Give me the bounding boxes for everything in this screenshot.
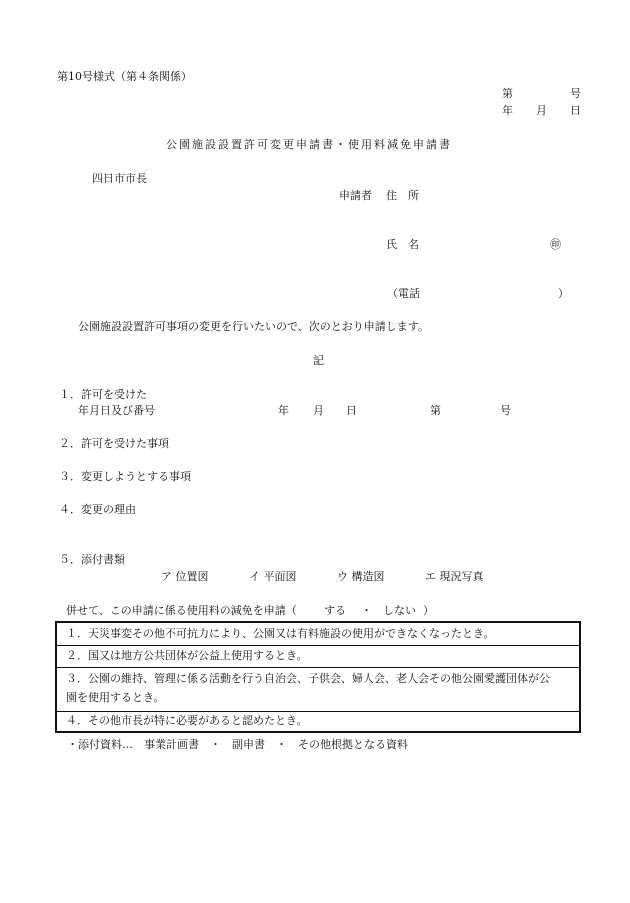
reason-4-text: ４．その他市長が特に必要があると認めたとき。 (66, 714, 308, 727)
item1-day: 日 (346, 404, 357, 417)
item1-month: 月 (313, 404, 324, 417)
address-label: 住 所 (386, 189, 419, 202)
footnote-attachments: ・添付資料… 事業計画書 ・ 副申書 ・ その他根拠となる資料 (67, 738, 408, 751)
attachment-location-map: ア 位置図 (161, 570, 209, 583)
intro-text: 公園施設設置許可事項の変更を行いたいので、次のとおり申請します。 (78, 320, 429, 333)
exemption-suffix: ） (423, 604, 434, 617)
exemption-option-yes[interactable]: する (324, 604, 346, 617)
item2-label: ２．許可を受けた事項 (59, 437, 169, 450)
date-day: 日 (570, 104, 581, 117)
reason-row-4 (57, 711, 579, 731)
exemption-dot: ・ (361, 604, 372, 617)
exemption-prefix: 併せて、この申請に係る使用料の減免を申請（ (66, 604, 297, 617)
attachment-current-photo: エ 現況写真 (425, 570, 484, 583)
date-year: 年 (502, 104, 513, 117)
exemption-option-no[interactable]: しない (383, 604, 416, 617)
item5-label: ５．添付書類 (59, 553, 125, 566)
item4-label: ４．変更の理由 (59, 503, 136, 516)
attachment-structure-drawing: ウ 構造図 (337, 570, 385, 583)
item1-dai: 第 (430, 404, 441, 417)
ki-heading: 記 (313, 354, 324, 367)
addressee: 四日市市長 (92, 172, 147, 185)
name-label: 氏 名 (386, 238, 419, 251)
reason-row-1 (57, 623, 579, 646)
document-title: 公園施設設置許可変更申請書・使用料減免申請書 (166, 138, 452, 151)
reason-1-text: １．天災事変その他不可抗力により、公園又は有料施設の使用ができなくなったとき。 (66, 627, 495, 640)
doc-number-go: 号 (570, 87, 581, 100)
attachment-floor-plan: イ 平面図 (249, 570, 297, 583)
item1-go: 号 (500, 404, 511, 417)
date-month: 月 (536, 104, 547, 117)
item3-label: ３．変更しようとする事項 (59, 470, 191, 483)
reason-3-text: ３．公園の維持、管理に係る活動を行う自治会、子供会、婦人会、老人会その他公園愛護団体が公 (66, 672, 550, 685)
exemption-reasons-box (55, 621, 581, 733)
seal-mark: ㊞ (550, 238, 561, 251)
item1-label: １．許可を受けた (59, 388, 147, 401)
form-number: 第10号様式（第４条関係） (57, 70, 192, 83)
reason-3-text-cont: 園を使用するとき。 (66, 691, 165, 704)
reason-2-text: ２．国又は地方公共団体が公益上使用するとき。 (66, 649, 308, 662)
doc-number-dai: 第 (502, 87, 513, 100)
applicant-label: 申請者 (339, 189, 372, 202)
phone-open: （電話 (387, 287, 420, 300)
item1-year: 年 (278, 404, 289, 417)
phone-close: ） (558, 287, 569, 300)
reason-row-3 (57, 667, 579, 712)
item1-sublabel: 年月日及び番号 (78, 404, 155, 417)
reason-row-2 (57, 645, 579, 668)
